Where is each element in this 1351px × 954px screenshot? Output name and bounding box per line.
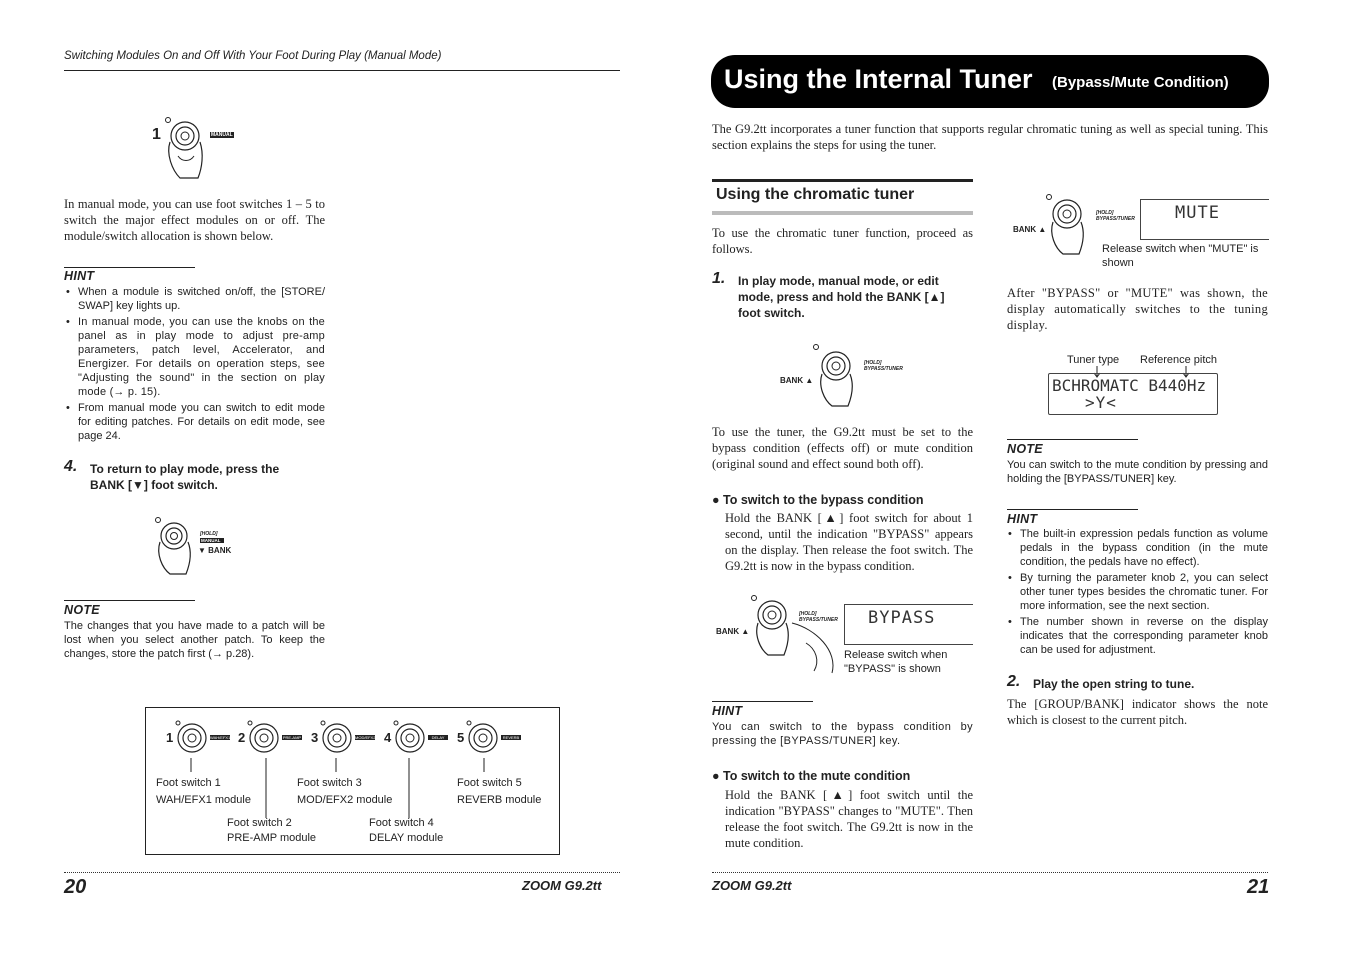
module-tag: PRE-AMP	[282, 735, 302, 740]
step-1-number: 1.	[712, 270, 726, 287]
step-1-text: In play mode, manual mode, or edit mode, press and hold the BANK [▲] foot switch.	[738, 274, 945, 320]
hint-rule	[64, 267, 195, 268]
hold-tag: [HOLD]	[799, 611, 817, 617]
label-title: Foot switch 3	[297, 777, 362, 789]
label-title: Foot switch 1	[156, 777, 221, 789]
footer-rule	[712, 872, 1268, 873]
switch-4-label	[369, 816, 443, 846]
running-header: Switching Modules On and Off With Your Foot During Play (Manual Mode)	[64, 50, 442, 62]
page-number: 20	[64, 876, 87, 898]
bypass-tuner-tag: BYPASS/TUNER	[799, 617, 838, 623]
hold-tag: [HOLD]	[864, 360, 882, 366]
switch-number: 2	[238, 730, 246, 745]
bypass-tuner-tag: BYPASS/TUNER	[1096, 216, 1135, 222]
reference-pitch-label: Reference pitch	[1140, 354, 1218, 366]
hold-tag: [HOLD]	[200, 531, 218, 537]
section-intro: To use the chromatic tuner function, proceed as follows.	[712, 226, 973, 256]
page-subtitle: (Bypass/Mute Condition)	[1052, 74, 1229, 91]
manual-tag: MANUAL	[211, 132, 233, 138]
foot-switch-2	[238, 720, 308, 754]
switch-number: 4	[384, 730, 392, 745]
bank-down-label: ▼ BANK	[198, 546, 232, 555]
foot-switch-4	[384, 720, 454, 754]
bypass-steps: Hold the BANK [▲] foot switch for about 1 second, until the indication "BYPASS" appears on the display. Then release the foot switch. The G9.2tt is now in the bypass condition.	[725, 511, 973, 573]
page-title-bar	[711, 55, 1269, 108]
module-tag: MOD/EFX2	[355, 735, 375, 740]
bank-up-label: BANK ▲	[716, 627, 750, 636]
module-tag: WAH/EFX1	[210, 735, 230, 740]
bypass-release-figure	[716, 593, 976, 675]
footswitch-icon	[1041, 192, 1101, 268]
footer-rule	[64, 872, 620, 873]
mute-heading: ● To switch to the mute condition	[712, 769, 911, 783]
hold-tag: [HOLD]	[1096, 210, 1114, 216]
section-rule-bottom	[712, 211, 973, 215]
mute-release-figure	[1011, 192, 1271, 268]
switch-1-label	[156, 775, 251, 809]
hint-list	[1008, 527, 1268, 659]
label-module: WAH/EFX1 module	[156, 794, 251, 806]
label-module: PRE-AMP module	[227, 832, 317, 844]
manual-tag: MANUAL	[201, 538, 221, 543]
footswitch-icon	[392, 720, 426, 754]
switch-2-label	[227, 816, 316, 846]
lcd-line-2: >Y<	[1085, 393, 1117, 412]
lcd-display-bypass	[844, 604, 973, 645]
module-switch-diagram	[145, 707, 560, 855]
hint-label: HINT	[1007, 512, 1038, 526]
hint-label: HINT	[712, 704, 743, 718]
hint-item: • The built-in expression pedals function as volume pedals in the bypass condition (in the mute condition, the pedals have no effect).	[1008, 527, 1268, 569]
label-title: Foot switch 4	[369, 817, 434, 829]
brand-footer: ZOOM G9.2tt	[522, 878, 602, 893]
hint-item: • In manual mode, you can use the knobs on the panel as in play mode to adjust pre-amp parameters, patch level, Accelerator, and Energizer. For details on operation steps, see "Adjusting the sound" in the section on play mode (→ p. 15).	[66, 315, 325, 399]
brand-footer: ZOOM G9.2tt	[712, 878, 792, 893]
foot-switch-5	[457, 720, 527, 754]
header-rule	[64, 70, 620, 71]
fig-number: 1	[152, 126, 161, 143]
section-rule-top	[712, 179, 973, 182]
switch-number: 3	[311, 730, 319, 745]
foot-switch-1	[166, 720, 236, 754]
mute-steps: Hold the BANK [▲] foot switch until the indication "BYPASS" changes to "MUTE". Then release the foot switch. The G9.2tt is now in the mute condition.	[725, 788, 973, 850]
footswitch-icon	[746, 593, 846, 675]
lcd-display-mute	[1140, 199, 1269, 240]
bypass-caption: Release switch when "BYPASS" is shown	[844, 649, 948, 675]
footswitch-icon	[246, 720, 280, 754]
after-release-text: After "BYPASS" or "MUTE" was shown, the display automatically switches to the tuning display.	[1007, 286, 1268, 332]
switch-3-label	[297, 775, 392, 809]
note-text: You can switch to the mute condition by pressing and holding the [BYPASS/TUNER] key.	[1007, 459, 1268, 485]
bypass-tuner-tag: BYPASS/TUNER	[864, 366, 903, 372]
page-number: 21	[1247, 876, 1270, 898]
footswitch-icon	[319, 720, 353, 754]
switch-5-label	[457, 775, 541, 809]
page-title: Using the Internal Tuner	[724, 64, 1033, 94]
tuner-intro: The G9.2tt incorporates a tuner function that supports regular chromatic tuning as well as special tuning. This section explains the steps for using the tuner.	[712, 122, 1268, 152]
bank-up-label: BANK ▲	[1013, 225, 1047, 234]
mute-caption: Release switch when "MUTE" is shown	[1102, 243, 1259, 269]
footswitch-bank-down-figure	[150, 514, 250, 578]
label-module: MOD/EFX2 module	[297, 794, 393, 806]
note-label: NOTE	[64, 603, 100, 617]
lcd-text: BYPASS	[868, 608, 936, 628]
lcd-display-tuner	[1048, 373, 1218, 415]
label-title: Foot switch 2	[227, 817, 292, 829]
module-tag: DELAY	[428, 735, 448, 740]
footswitch-icon	[808, 342, 868, 408]
tuner-type-label: Tuner type	[1067, 354, 1120, 366]
manual-intro: In manual mode, you can use foot switches 1 – 5 to switch the major effect modules on or off. The module/switch allocation is shown below.	[64, 197, 325, 243]
footswitch-icon	[150, 112, 250, 182]
label-module: DELAY module	[369, 832, 444, 844]
footswitch-manual-figure	[150, 112, 250, 182]
note-rule	[64, 600, 195, 601]
footswitch-icon	[465, 720, 499, 754]
note-label: NOTE	[1007, 442, 1043, 456]
hint-label: HINT	[64, 269, 95, 283]
bank-up-footswitch-figure	[778, 342, 918, 408]
note-text: The changes that you have made to a patch will be lost when you select another patch. To keep the changes, store the patch first (→ p.28).	[64, 620, 325, 660]
bypass-explanation: To use the tuner, the G9.2tt must be set to the bypass condition (effects off) or mute condition (original sound and effect sound both off).	[712, 425, 973, 471]
lcd-text: MUTE	[1175, 203, 1220, 223]
step-4-text: To return to play mode, press the BANK [▼] foot switch.	[90, 462, 280, 492]
step-4-number: 4.	[64, 458, 78, 475]
switch-number: 1	[166, 730, 174, 745]
hint-rule	[1007, 509, 1138, 510]
hint-item: • The number shown in reverse on the display indicates that the corresponding parameter knob can be used for adjustment.	[1008, 615, 1268, 657]
hint-item: • When a module is switched on/off, the [STORE/ SWAP] key lights up.	[66, 285, 325, 313]
note-rule	[1007, 439, 1138, 440]
step-2-text: Play the open string to tune.	[1033, 677, 1195, 691]
label-module: REVERB module	[457, 794, 542, 806]
bank-up-label: BANK ▲	[780, 376, 814, 385]
hint-rule	[712, 701, 813, 702]
step-2-number: 2.	[1007, 673, 1021, 690]
bypass-heading: ● To switch to the bypass condition	[712, 493, 924, 507]
label-title: Foot switch 5	[457, 777, 522, 789]
switch-number: 5	[457, 730, 465, 745]
hint-text: You can switch to the bypass condition by pressing the [BYPASS/TUNER] key.	[712, 721, 973, 747]
foot-switch-3	[311, 720, 381, 754]
lcd-line-1: BCHROMATC B440Hz	[1052, 376, 1207, 395]
section-heading: Using the chromatic tuner	[716, 186, 915, 203]
module-tag: REVERB	[502, 735, 520, 740]
hint-item: • From manual mode you can switch to edit mode for editing patches. For details on edit mode, see page 24.	[66, 401, 325, 443]
step-2-explanation: The [GROUP/BANK] indicator shows the note which is closest to the current pitch.	[1007, 697, 1268, 727]
hint-item: • By turning the parameter knob 2, you can select other tuner types besides the chromatic tuner. For more information, see the next section.	[1008, 571, 1268, 613]
hint-list	[66, 285, 325, 445]
footswitch-icon	[174, 720, 208, 754]
